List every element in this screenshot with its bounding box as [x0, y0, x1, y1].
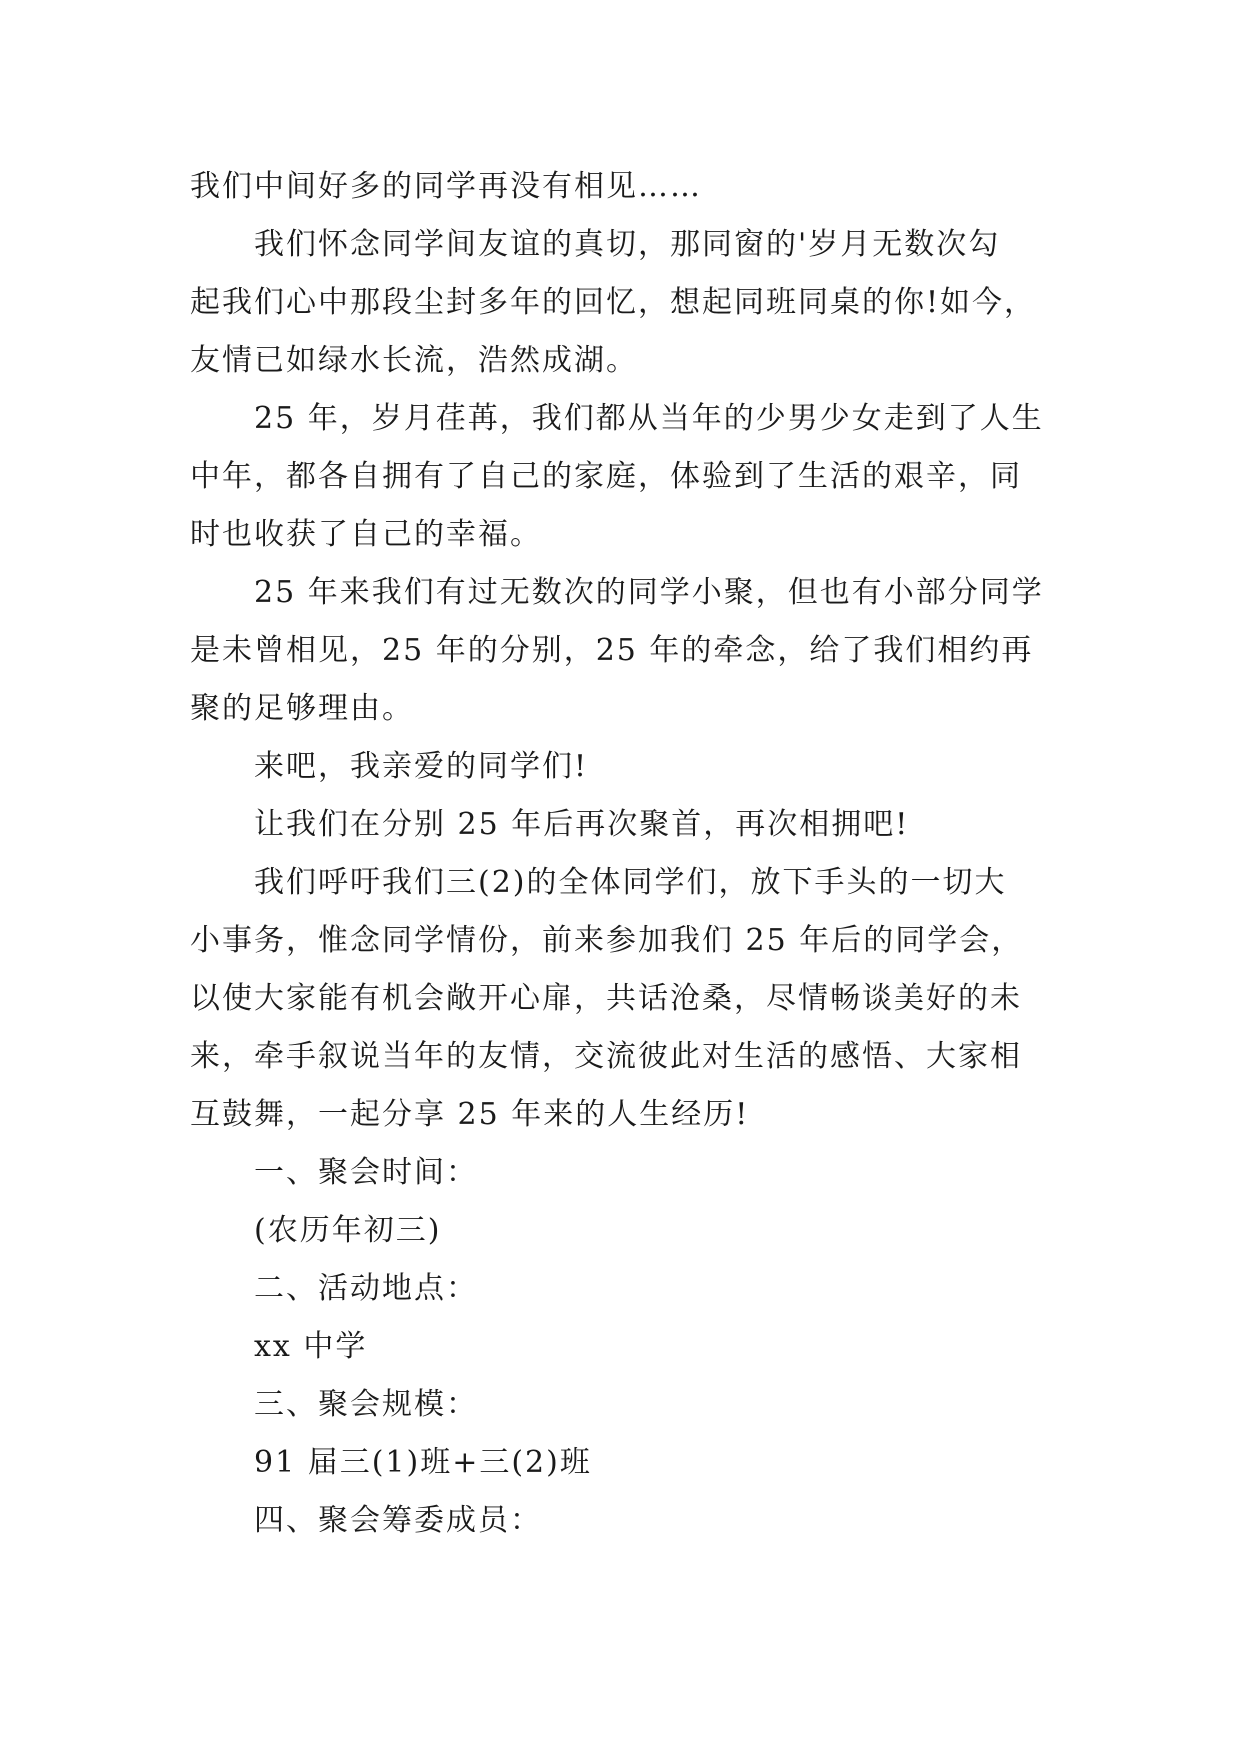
text-line: 25 年来我们有过无数次的同学小聚，但也有小部分同学: [254, 575, 1044, 610]
text-line: 91 届三(1)班+三(2)班: [254, 1445, 592, 1480]
text-line: 友情已如绿水长流，浩然成湖。: [190, 343, 638, 378]
text-line: 中年，都各自拥有了自己的家庭，体验到了生活的艰辛，同: [190, 459, 1022, 494]
text-line: 来吧，我亲爱的同学们!: [254, 749, 589, 784]
section-heading: 四、聚会筹委成员：: [254, 1503, 542, 1538]
text-line: 以使大家能有机会敞开心扉，共话沧桑，尽情畅谈美好的未: [190, 981, 1022, 1016]
text-line: 让我们在分别 25 年后再次聚首，再次相拥吧!: [254, 807, 910, 842]
text-line: 25 年，岁月荏苒，我们都从当年的少男少女走到了人生: [254, 401, 1044, 436]
text-line: 是未曾相见，25 年的分别，25 年的牵念，给了我们相约再: [190, 633, 1034, 668]
text-line: 聚的足够理由。: [190, 691, 414, 726]
text-line: 小事务，惟念同学情份，前来参加我们 25 年后的同学会，: [190, 923, 1024, 958]
document-body: [190, 158, 1060, 1550]
text-line: 我们呼吁我们三(2)的全体同学们，放下手头的一切大: [254, 865, 1007, 900]
text-line: 我们中间好多的同学再没有相见……: [190, 169, 702, 204]
text-line: 时也收获了自己的幸福。: [190, 517, 542, 552]
section-heading: 三、聚会规模：: [254, 1387, 478, 1422]
text-line: 来，牵手叙说当年的友情，交流彼此对生活的感悟、大家相: [190, 1039, 1022, 1074]
text-line: 起我们心中那段尘封多年的回忆，想起同班同桌的你!如今，: [190, 285, 1037, 320]
section-heading: 二、活动地点：: [254, 1271, 478, 1306]
text-line: (农历年初三): [254, 1213, 442, 1248]
text-line: xx 中学: [254, 1329, 368, 1364]
text-line: 我们怀念同学间友谊的真切，那同窗的'岁月无数次勾: [254, 227, 1001, 262]
section-heading: 一、聚会时间：: [254, 1155, 478, 1190]
text-line: 互鼓舞，一起分享 25 年来的人生经历!: [190, 1097, 750, 1132]
